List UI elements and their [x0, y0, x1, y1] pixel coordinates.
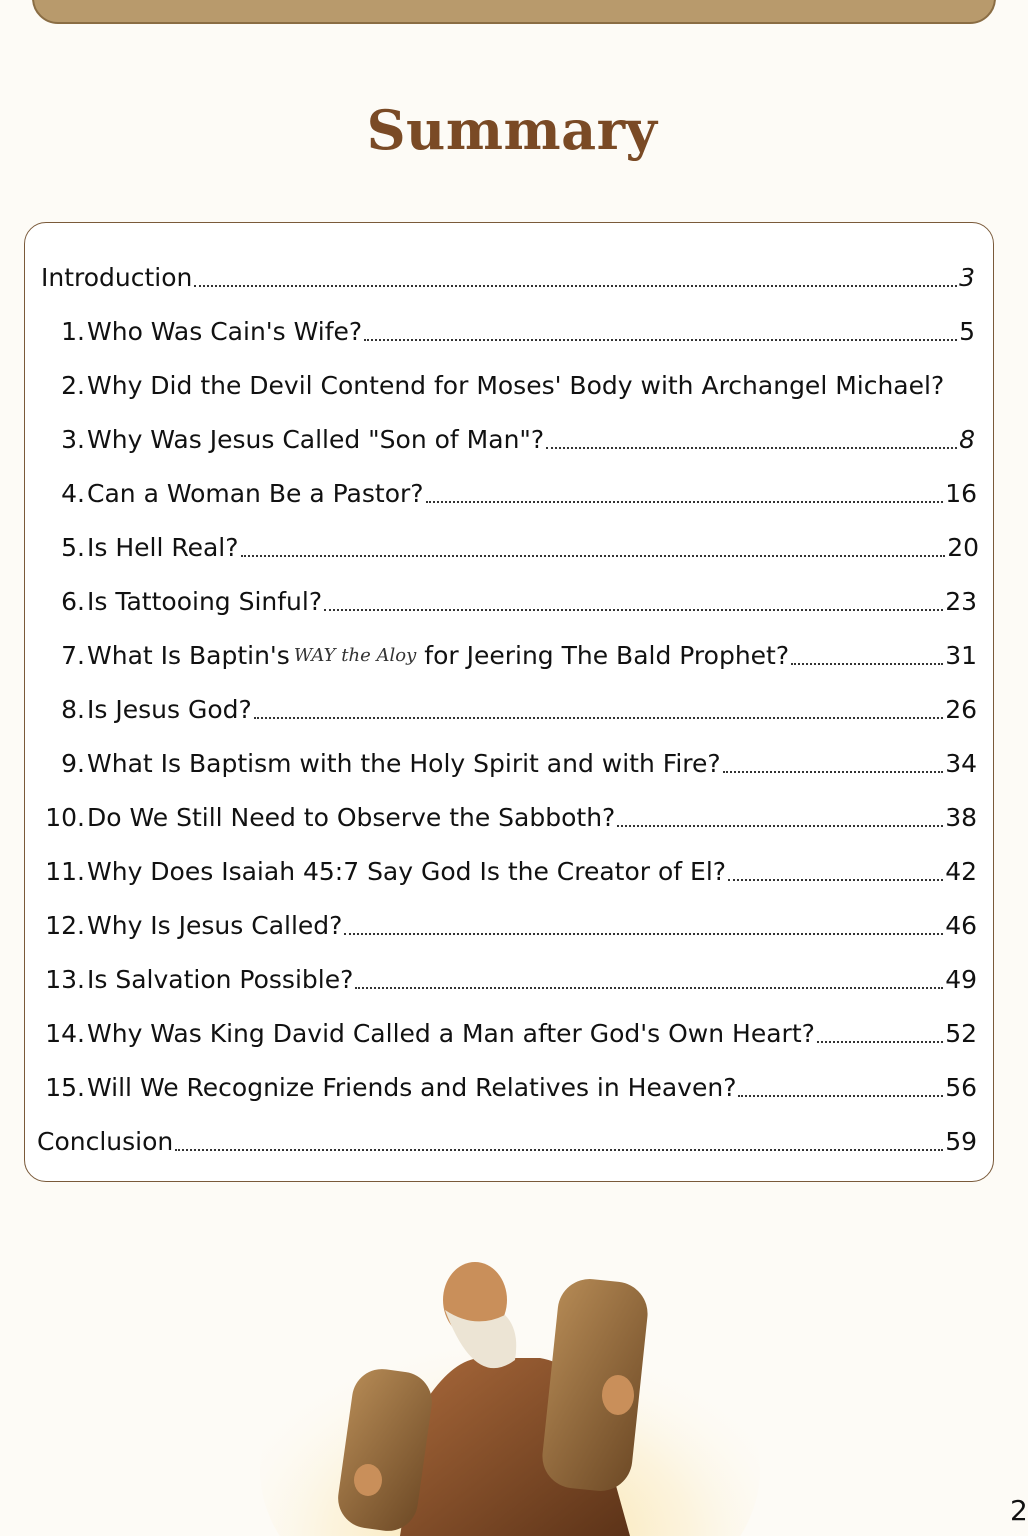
toc-leader	[254, 715, 943, 719]
toc-number: 13.	[45, 965, 85, 994]
toc-page: 23	[945, 587, 977, 616]
handwritten-scribble: WAY the Aloy	[293, 645, 417, 666]
toc-leader	[175, 1147, 943, 1151]
toc-label: Will We Recognize Friends and Relatives in Heaven?	[87, 1073, 737, 1102]
toc-entry-15[interactable]	[25, 1063, 1005, 1103]
toc-page: 34	[945, 749, 977, 778]
page-number: 2	[1010, 1494, 1028, 1527]
toc-entry-11[interactable]	[25, 847, 1005, 887]
toc-entry-9[interactable]	[25, 739, 1005, 779]
toc-leader	[194, 283, 957, 287]
toc-number: 5.	[61, 533, 85, 562]
toc-number: 6.	[61, 587, 85, 616]
toc-number: 14.	[45, 1019, 85, 1048]
toc-number: 7.	[61, 641, 85, 670]
toc-entry-8[interactable]	[25, 685, 1005, 725]
toc-entry-1[interactable]	[25, 307, 1005, 347]
toc-label-part: What Is Baptin's	[87, 641, 290, 670]
toc-page: 59	[945, 1127, 977, 1156]
toc-leader	[791, 661, 943, 665]
toc-label: Why Is Jesus Called?	[87, 911, 343, 940]
toc-entry-introduction[interactable]	[25, 253, 1005, 293]
toc-page: 5	[959, 317, 975, 346]
toc-number: 1.	[61, 317, 85, 346]
toc-number: 2.	[61, 371, 85, 400]
toc-number: 10.	[45, 803, 85, 832]
toc-number: 9.	[61, 749, 85, 778]
toc-leader	[546, 445, 957, 449]
toc-leader	[344, 931, 943, 935]
toc-number: 15.	[45, 1073, 85, 1102]
header-band	[32, 0, 996, 24]
toc-page: 46	[945, 911, 977, 940]
toc-leader	[426, 499, 944, 503]
toc-label: Conclusion	[37, 1127, 174, 1156]
toc-entry-3[interactable]	[25, 415, 1005, 455]
toc-leader	[324, 607, 943, 611]
toc-leader	[738, 1093, 943, 1097]
toc-entry-10[interactable]	[25, 793, 1005, 833]
toc-entry-4[interactable]	[25, 469, 1005, 509]
toc-page: 38	[945, 803, 977, 832]
toc-entry-5[interactable]	[25, 523, 1005, 563]
toc-page: 8	[959, 425, 975, 454]
toc-leader	[355, 985, 943, 989]
toc-leader	[723, 769, 944, 773]
toc-number: 8.	[61, 695, 85, 724]
hand	[354, 1464, 382, 1496]
toc-number: 4.	[61, 479, 85, 508]
toc-label: Introduction	[41, 263, 193, 292]
toc-label: Why Was Jesus Called "Son of Man"?	[87, 425, 545, 454]
hand	[602, 1375, 634, 1415]
toc-page: 16	[945, 479, 977, 508]
toc-entry-14[interactable]	[25, 1009, 1005, 1049]
toc-label-part: for Jeering The Bald Prophet?	[424, 641, 790, 670]
page-title: Summary	[366, 98, 658, 162]
toc-label: Is Salvation Possible?	[87, 965, 354, 994]
toc-page: 26	[945, 695, 977, 724]
toc-label: Is Hell Real?	[87, 533, 239, 562]
toc-page: 31	[945, 641, 977, 670]
toc-entry-6[interactable]	[25, 577, 1005, 617]
toc-label: Is Jesus God?	[87, 695, 252, 724]
toc-page: 52	[945, 1019, 977, 1048]
toc-label: Why Did the Devil Contend for Moses' Body with Archangel Michael?	[87, 371, 945, 400]
toc-label: Why Does Isaiah 45:7 Say God Is the Creator of El?	[87, 857, 727, 886]
table-of-contents	[24, 222, 994, 1182]
toc-label: Why Was King David Called a Man after God's Own Heart?	[87, 1019, 815, 1048]
moses-tablets-illustration	[250, 1240, 770, 1536]
toc-label: Is Tattooing Sinful?	[87, 587, 323, 616]
toc-page: 42	[945, 857, 977, 886]
toc-entry-conclusion[interactable]	[25, 1117, 1005, 1157]
toc-label: What Is Baptism with the Holy Spirit and with Fire?	[87, 749, 721, 778]
toc-entry-12[interactable]	[25, 901, 1005, 941]
toc-number: 3.	[61, 425, 85, 454]
toc-label: Who Was Cain's Wife?	[87, 317, 363, 346]
toc-number: 12.	[45, 911, 85, 940]
toc-page: 20	[947, 533, 979, 562]
toc-number: 11.	[45, 857, 85, 886]
toc-leader	[617, 823, 943, 827]
toc-leader	[241, 553, 946, 557]
toc-page: 49	[945, 965, 977, 994]
toc-entry-13[interactable]	[25, 955, 1005, 995]
toc-leader	[817, 1039, 943, 1043]
toc-page: 56	[945, 1073, 977, 1102]
toc-leader	[364, 337, 957, 341]
toc-label: Can a Woman Be a Pastor?	[87, 479, 424, 508]
toc-entry-7[interactable]	[25, 631, 1005, 671]
toc-label: Do We Still Need to Observe the Sabboth?	[87, 803, 616, 832]
toc-entry-2[interactable]	[25, 361, 1005, 401]
toc-page: 3	[959, 263, 975, 292]
toc-leader	[728, 877, 943, 881]
